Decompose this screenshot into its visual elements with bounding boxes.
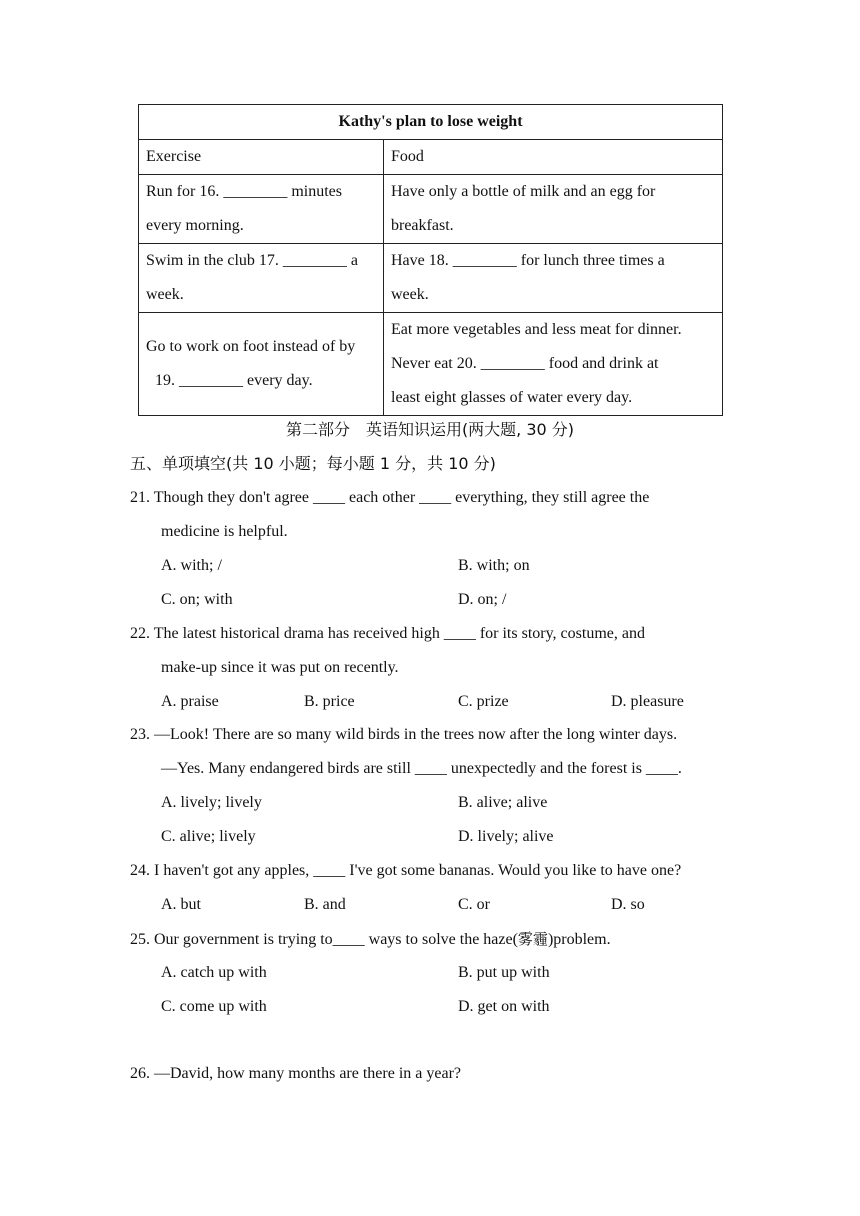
option-a: A. lively; lively [161,794,262,811]
cell-line: Have 18. ________ for lunch three times a [391,252,665,269]
section-title: 第二部分 英语知识运用(两大题, 30 分) [285,420,575,439]
stem-part: )problem. [547,931,611,948]
exercise-cell [139,313,384,416]
question-stem [130,922,730,957]
question-stem: 23. —Look! There are so many wild birds in the trees now after the long winter days. [130,726,678,743]
option-d: D. on; / [458,591,507,608]
question-stem: 26. —David, how many months are there in a year? [130,1065,462,1082]
question-stem: 22. The latest historical drama has received high ____ for its story, costume, and [130,625,645,642]
question-21 [130,481,730,549]
option-b: B. with; on [458,557,530,574]
option-d: D. so [611,896,645,913]
cell-line: least eight glasses of water every day. [391,389,633,406]
stem-part: 25. Our government is trying to____ ways to solve the haze( [130,931,518,948]
cell-line: week. [146,286,184,303]
option-c: C. alive; lively [161,828,256,845]
question-23 [130,718,730,786]
food-cell [384,175,723,244]
table-row [139,244,723,313]
cell-line: every morning. [146,217,244,234]
option-a: A. but [161,896,201,913]
question-stem-cont: medicine is helpful. [161,523,288,540]
option-b: B. alive; alive [458,794,548,811]
cell-line: Go to work on foot instead of by [146,338,356,355]
option-c: C. or [458,896,490,913]
cell-line: breakfast. [391,217,454,234]
exercise-cell [139,175,384,244]
part-title: 五、单项填空(共 10 小题；每小题 1 分，共 10 分) [130,454,496,473]
cell-line: Eat more vegetables and less meat for dinner. [391,321,682,338]
question-22 [130,617,730,685]
option-b: B. and [304,896,346,913]
header-food: Food [384,140,723,175]
exercise-cell [139,244,384,313]
table-row [139,313,723,416]
option-a: A. with; / [161,557,222,574]
cell-line: week. [391,286,429,303]
question-stem-cont: —Yes. Many endangered birds are still ____ unexpectedly and the forest is ____. [161,760,682,777]
food-cell [384,244,723,313]
option-d: D. lively; alive [458,828,554,845]
table-title-row [139,105,723,140]
question-24 [130,854,730,888]
option-d: D. get on with [458,998,550,1015]
question-26 [130,1057,730,1091]
question-25 [130,922,730,957]
food-cell [384,313,723,416]
option-a: A. catch up with [161,964,267,981]
option-c: C. come up with [161,998,267,1015]
question-stem: 24. I haven't got any apples, ____ I've got some bananas. Would you like to have one? [130,862,682,879]
stem-part-cjk: 雾霾 [517,930,548,948]
option-c: C. prize [458,693,509,710]
option-b: B. price [304,693,355,710]
option-c: C. on; with [161,591,233,608]
header-exercise: Exercise [139,140,384,175]
question-stem: 21. Though they don't agree ____ each other ____ everything, they still agree the [130,489,650,506]
table-header-row [139,140,723,175]
cell-line: Run for 16. ________ minutes [146,183,342,200]
question-stem-cont: make-up since it was put on recently. [161,659,399,676]
cell-line: Swim in the club 17. ________ a [146,252,358,269]
cell-line: Never eat 20. ________ food and drink at [391,355,659,372]
cell-line: 19. ________ every day. [155,372,313,389]
option-d: D. pleasure [611,693,684,710]
cell-line: Have only a bottle of milk and an egg for [391,183,656,200]
plan-table [138,104,722,416]
option-b: B. put up with [458,964,550,981]
table-row [139,175,723,244]
option-a: A. praise [161,693,219,710]
table-title: Kathy's plan to lose weight [139,105,723,140]
